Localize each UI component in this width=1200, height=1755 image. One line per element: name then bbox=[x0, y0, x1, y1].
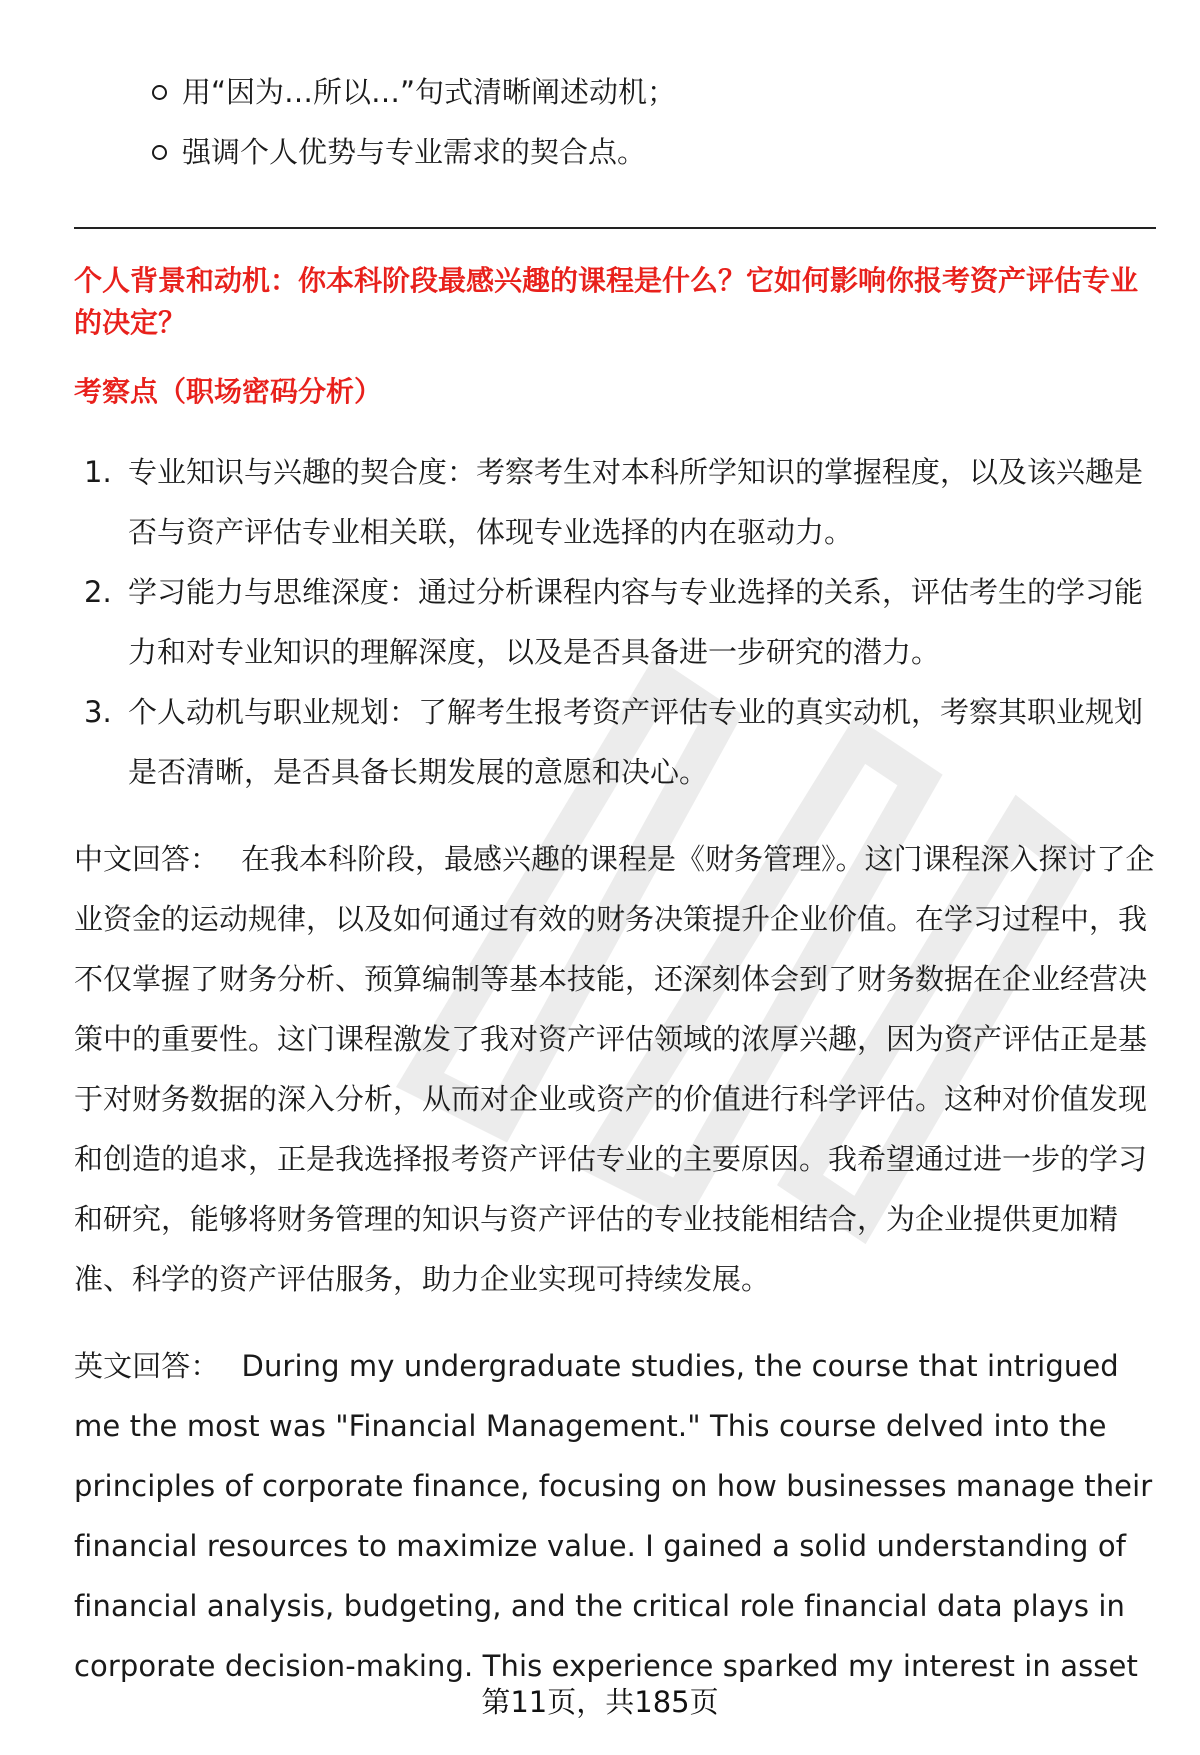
assessment-point bbox=[74, 442, 1154, 562]
tip-item bbox=[152, 122, 676, 182]
hollow-circle-bullet-icon bbox=[152, 85, 167, 100]
chinese-answer-label: 中文回答： bbox=[74, 842, 220, 876]
point-text: 个人动机与职业规划：了解考生报考资产评估专业的真实动机，考察其职业规划是否清晰，是否具备长期发展的意愿和决心。 bbox=[128, 695, 1144, 789]
tip-text: 用“因为…所以…”句式清晰阐述动机； bbox=[182, 75, 677, 109]
chinese-answer bbox=[74, 829, 1160, 1309]
point-number: 3. bbox=[84, 695, 112, 729]
question-heading: 个人背景和动机：你本科阶段最感兴趣的课程是什么？它如何影响你报考资产评估专业的决定？ bbox=[74, 264, 1139, 339]
point-number: 2. bbox=[84, 575, 112, 609]
assessment-point bbox=[74, 562, 1154, 682]
tip-item bbox=[152, 62, 676, 122]
english-answer-text: During my undergraduate studies, the course that intrigued me the most was "Financial Management." This course delved into the principles of corporate finance, focusing on how businesses manage their financial resources to maximize value. I gained a solid understanding of financial analysis, budgeting, and the critical role financial data plays in corporate decision-making. This experience sparked my interest in asset bbox=[74, 1349, 1153, 1683]
chinese-answer-text: 在我本科阶段，最感兴趣的课程是《财务管理》。这门课程深入探讨了企业资金的运动规律，以及如何通过有效的财务决策提升企业价值。在学习过程中，我不仅掌握了财务分析、预算编制等基本技能，还深刻体会到了财务数据在企业经营决策中的重要性。这门课程激发了我对资产评估领域的浓厚兴趣，因为资产评估正是基于对财务数据的深入分析，从而对企业或资产的价值进行科学评估。这种对价值发现和创造的追求，正是我选择报考资产评估专业的主要原因。我希望通过进一步的学习和研究，能够将财务管理的知识与资产评估的专业技能相结合，为企业提供更加精准、科学的资产评估服务，助力企业实现可持续发展。 bbox=[74, 842, 1155, 1296]
assessment-point bbox=[74, 682, 1154, 802]
point-text: 专业知识与兴趣的契合度：考察考生对本科所学知识的掌握程度，以及该兴趣是否与资产评估专业相关联，体现专业选择的内在驱动力。 bbox=[128, 455, 1144, 549]
section-divider bbox=[74, 227, 1156, 229]
english-answer bbox=[74, 1336, 1160, 1696]
tips-list bbox=[152, 62, 676, 182]
point-number: 1. bbox=[84, 455, 112, 489]
page-number-footer: 第11页，共185页 bbox=[481, 1685, 719, 1719]
point-text: 学习能力与思维深度：通过分析课程内容与专业选择的关系，评估考生的学习能力和对专业知识的理解深度，以及是否具备进一步研究的潜力。 bbox=[128, 575, 1144, 669]
english-answer-label: 英文回答： bbox=[74, 1349, 220, 1383]
section-title: 考察点（职场密码分析） bbox=[74, 375, 383, 408]
tip-text: 强调个人优势与专业需求的契合点。 bbox=[182, 135, 647, 169]
assessment-points-list bbox=[74, 442, 1154, 802]
hollow-circle-bullet-icon bbox=[152, 145, 167, 160]
